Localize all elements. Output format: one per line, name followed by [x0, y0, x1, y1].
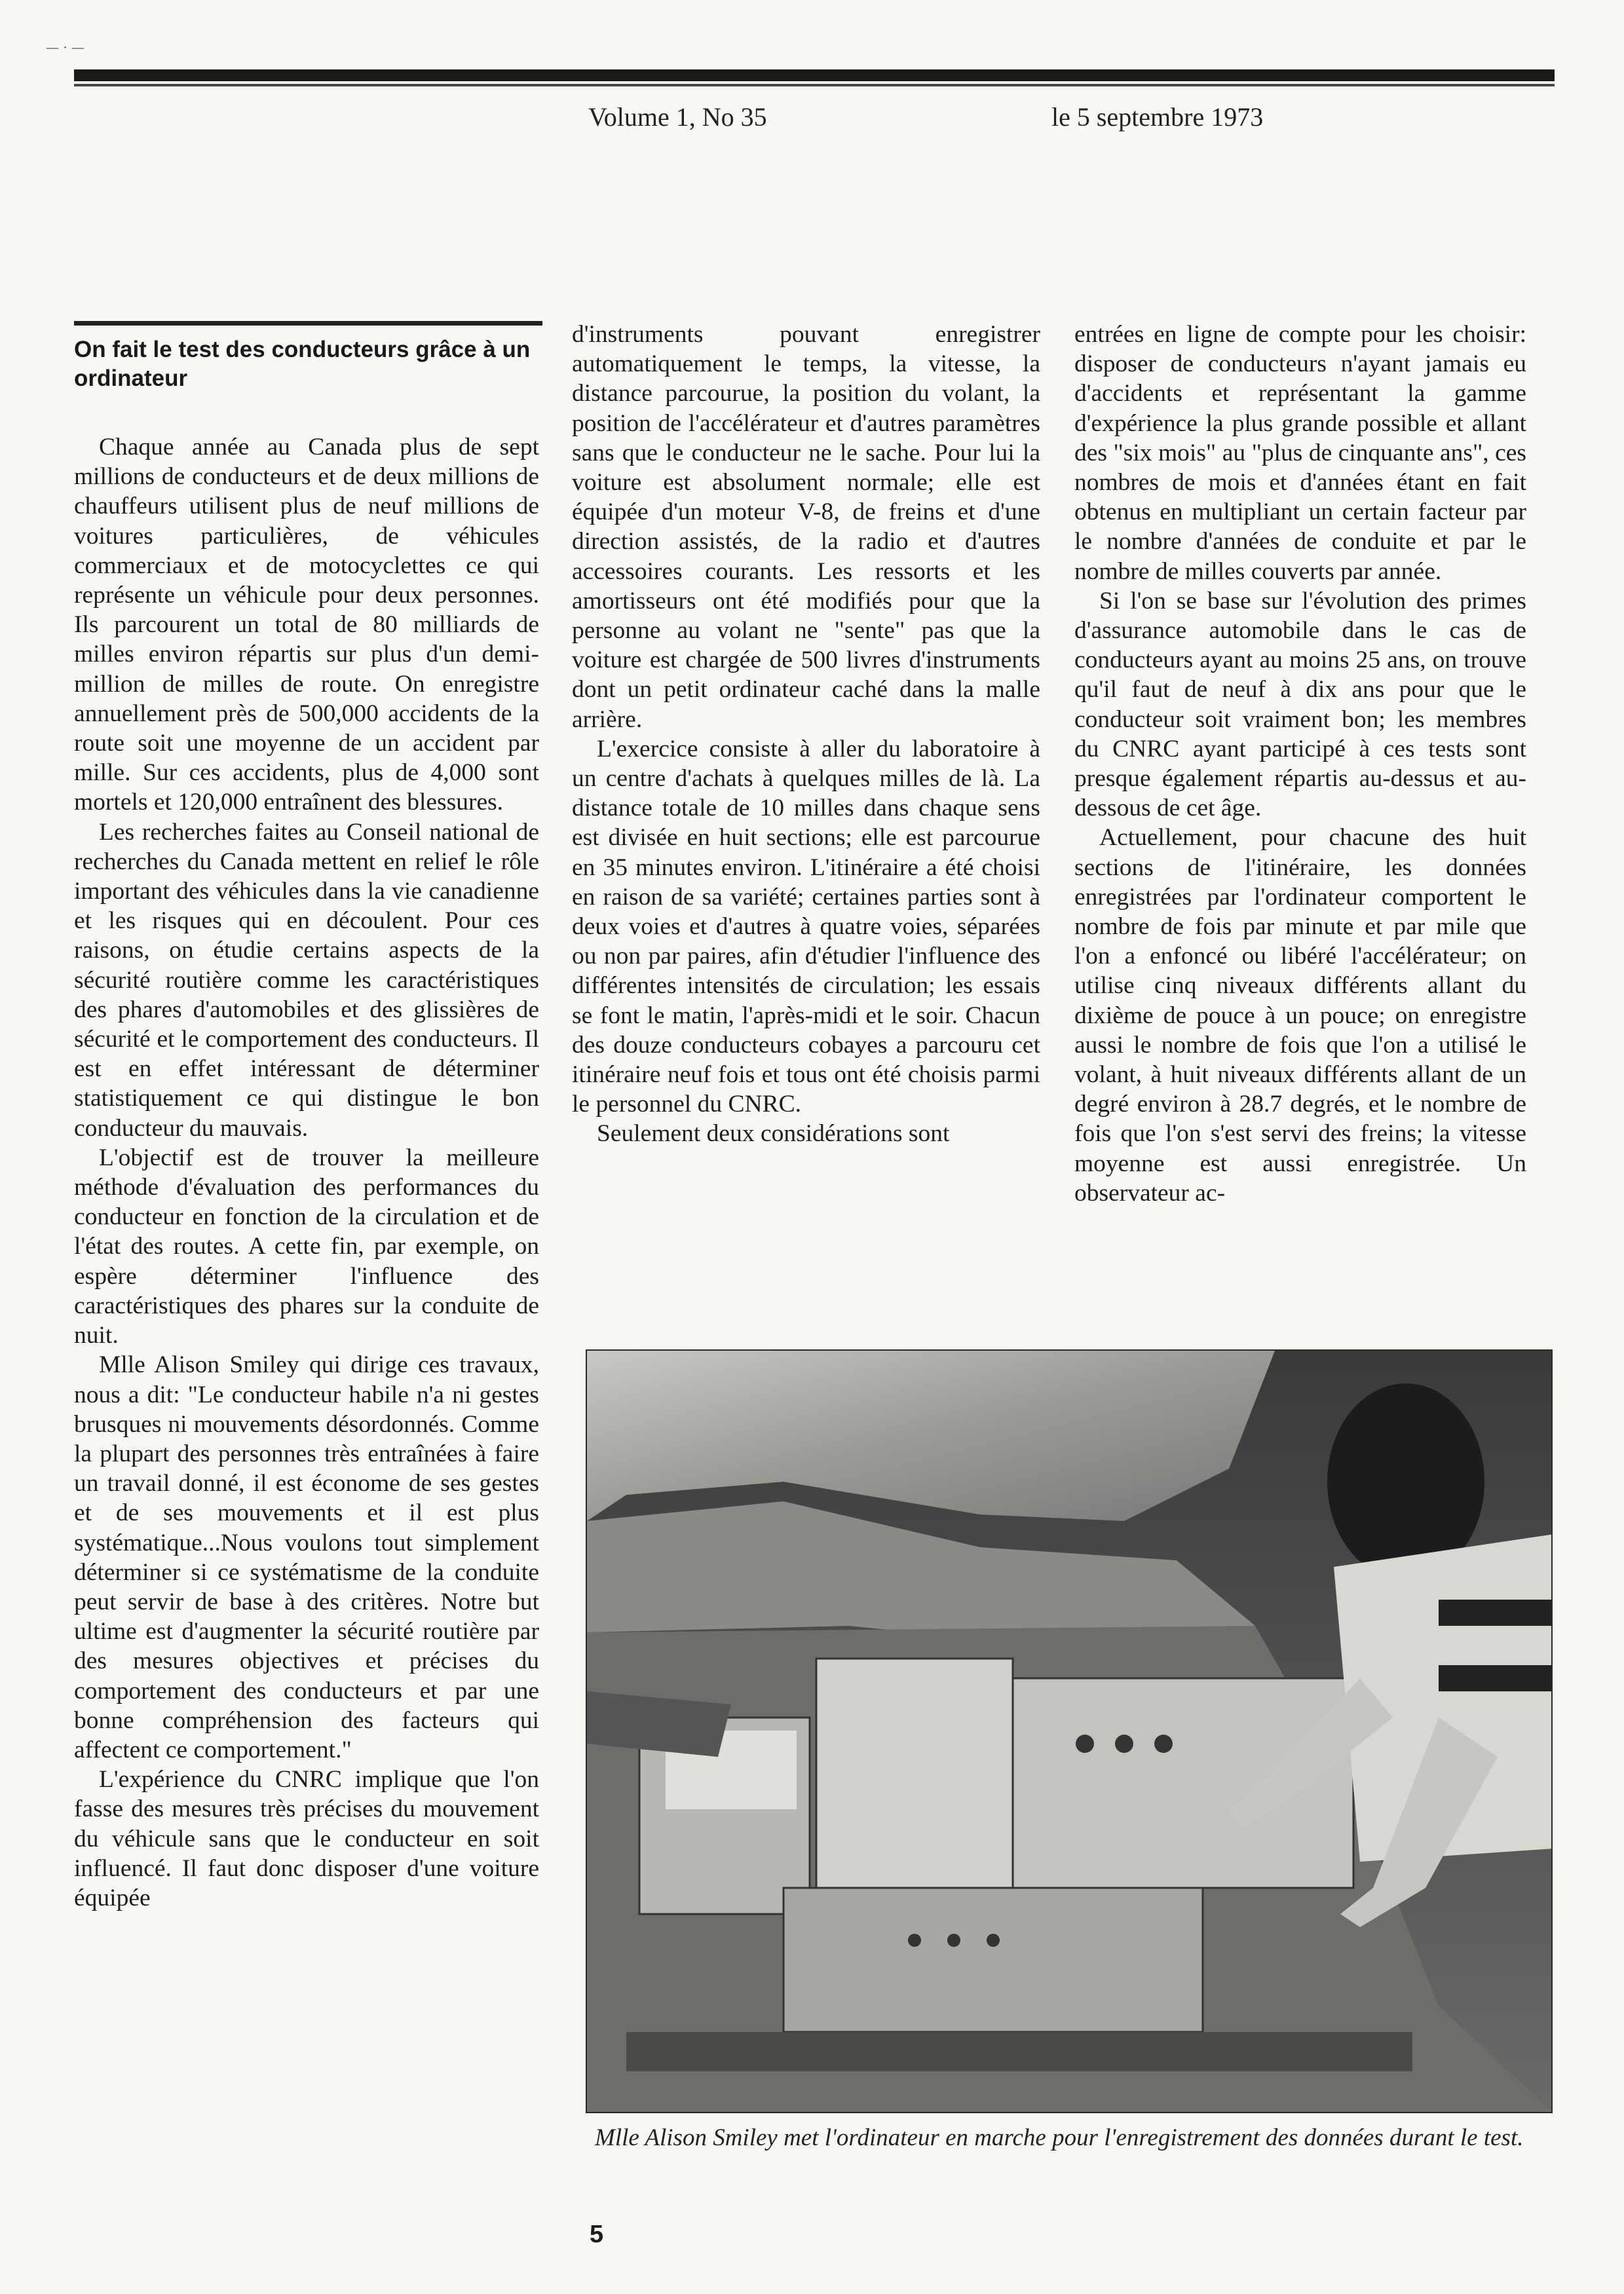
paragraph: Actuellement, pour chacune des huit sections de l'itinéraire, les données enregistrées par l'ordinateur comportent le nombre de fois par minute et par mile que l'on a enfoncé ou libéré l'accélérateur; on utilise cinq niveaux différents allant du dixième de pouce à un pouce; on enregistre aussi le nombre de fois que l'on a utilisé le volant, à huit niveaux différents allant de un degré environ à 28.7 degrés, et le nombre de fois que l'on s'est servi des freins; la vitesse moyenne est aussi enregistrée. Un observateur ac- [1074, 824, 1526, 1207]
scan-mark: — · — [46, 39, 85, 55]
column-1 [74, 432, 539, 1913]
paragraph: L'exercice consiste à aller du laboratoire à un centre d'achats à quelques milles de là. La distance totale de 10 milles dans chaque sens est divisée en huit sections; elle est parcourue en 35 minutes environ. L'itinéraire a été choisi en raison de sa variété; certaines parties sont à deux voies et d'autres à quatre voies, séparées ou non par paires, afin d'étudier l'influence des différentes intensités de circulation; les essais se font le matin, l'après-midi et le soir. Chacun des douze conducteurs cobayes a parcouru cet itinéraire neuf fois et tous ont été choisis parmi le personnel du CNRC. [572, 735, 1040, 1118]
paragraph: entrées en ligne de compte pour les choisir: disposer de conducteurs n'ayant jamais eu d'accidents et représentant la gamme d'expérience la plus grande possible et allant des "six mois" au "plus de cinquante ans", ces nombres de mois et d'années étant en fait obtenus en multipliant un certain facteur par le nombre d'années de conduite et par le nombre de milles couverts par année. [1074, 321, 1526, 585]
paragraph: Mlle Alison Smiley qui dirige ces travaux, nous a dit: "Le conducteur habile n'a ni gestes brusques ni mouvements désordonnés. Comme la plupart des personnes très entraînées à faire un travail donné, il est économe de ses gestes et de ses mouvements et il est plus systématique...Nous voulons tout simplement déterminer si ce systématisme de la conduite peut servir de base à des critères. Notre but ultime est d'augmenter la sécurité routière par des mesures objectives et précises du comportement des conducteurs et par une bonne compréhension des facteurs qui affectent ce comportement." [74, 1351, 539, 1763]
paragraph: L'objectif est de trouver la meilleure méthode d'évaluation des performances du conducteur en fonction de la circulation et de l'état des routes. A cette fin, par exemple, on espère déterminer l'influence des caractéristiques des phares sur la conduite de nuit. [74, 1144, 539, 1349]
paragraph: Chaque année au Canada plus de sept millions de conducteurs et de deux millions de chauffeurs utilisent plus de neuf millions de voitures particulières, de véhicules commerciaux et de motocyclettes ce qui représente un véhicule pour deux personnes. Ils parcourent un total de 80 milliards de milles environ répartis sur plus d'un demi-million de milles de route. On enregistre annuellement près de 500,000 accidents de la route soit une moyenne de un accident par mille. Sur ces accidents, plus de 4,000 sont mortels et 120,000 entraînent des blessures. [74, 434, 539, 816]
page-number: 5 [590, 2221, 604, 2248]
header-rule [74, 69, 1555, 81]
photo-illustration [587, 1351, 1553, 2113]
column-2 [572, 320, 1040, 1149]
header-rule-thin [74, 84, 1555, 86]
paragraph: L'expérience du CNRC implique que l'on fasse des mesures très précises du mouvement du véhicule sans que le conducteur en soit influencé. Il faut donc disposer d'une voiture équipée [74, 1766, 539, 1911]
paragraph: d'instruments pouvant enregistrer automatiquement le temps, la vitesse, la distance parcourue, la position du volant, la position de l'accélérateur et d'autres paramètres sans que le conducteur ne le sache. Pour lui la voiture est absolument normale; elle est équipée d'un moteur V-8, de freins et d'une direction assistés, de la radio et d'autres accessoires courants. Les ressorts et les amortisseurs ont été modifiés pour que la personne au volant ne "sente" pas que la voiture est chargée de 500 livres d'instruments dont un petit ordinateur caché dans la malle arrière. [572, 321, 1040, 733]
volume-number: Volume 1, No 35 [588, 102, 767, 132]
photo-caption: Mlle Alison Smiley met l'ordinateur en marche pour l'enregistrement des données durant le test. [595, 2124, 1524, 2151]
article-headline: On fait le test des conducteurs grâce à un ordinateur [74, 337, 531, 391]
paragraph: Les recherches faites au Conseil national de recherches du Canada mettent en relief le rôle important des véhicules dans la vie canadienne et les risques qui en découlent. Pour ces raisons, on étudie certains aspects de la sécurité routière comme les caractéristiques des phares d'automobiles et des glissières de sécurité et le comportement des conducteurs. Il est en effet intéressant de déterminer statistiquement ce qui distingue le bon conducteur du mauvais. [74, 818, 539, 1142]
photo-computer-in-trunk [586, 1349, 1553, 2113]
paragraph: Si l'on se base sur l'évolution des primes d'assurance automobile dans le cas de conducteurs ayant au moins 25 ans, on trouve qu'il faut de neuf à dix ans pour que le conducteur soit vraiment bon; les membres du CNRC ayant participé à ces tests sont presque également répartis au-dessus et au-dessous de cet âge. [1074, 587, 1526, 822]
paragraph: Seulement deux considérations sont [597, 1120, 950, 1148]
column-3 [1074, 320, 1526, 1208]
issue-date: le 5 septembre 1973 [1051, 102, 1264, 132]
headline-rule [74, 321, 542, 326]
